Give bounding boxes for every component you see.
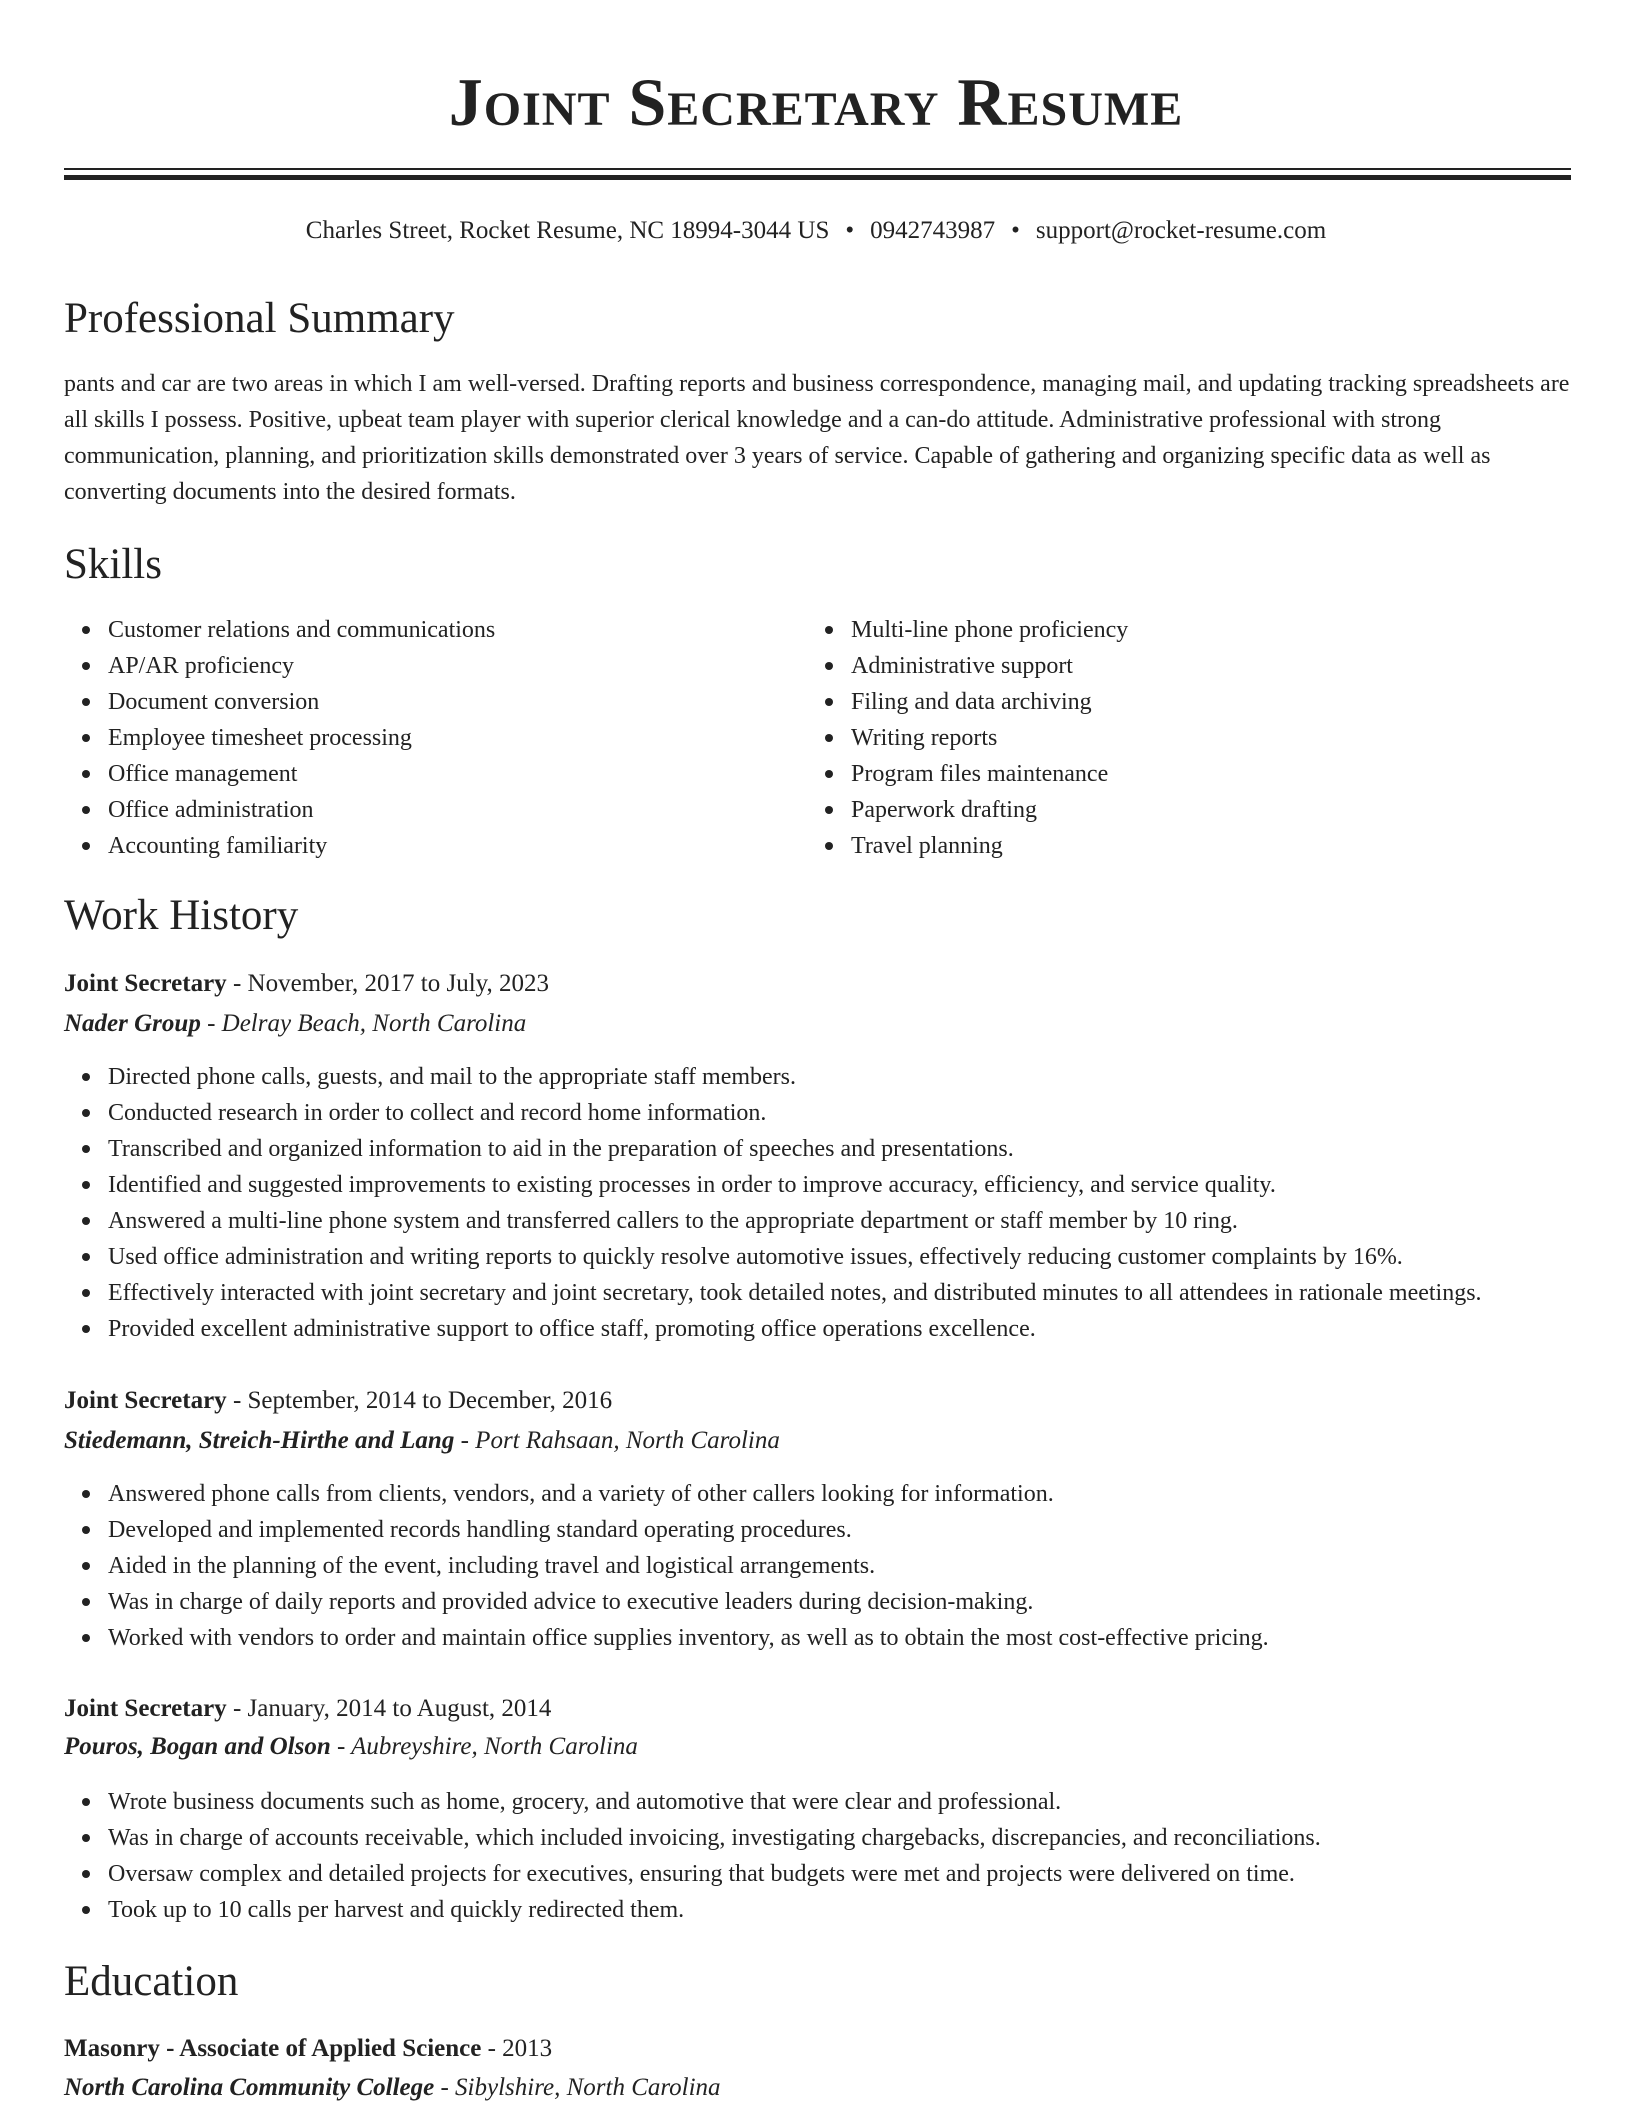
duty-item: Oversaw complex and detailed projects for executives, ensuring that budgets were met and projects were delivered on time. <box>64 1856 1604 1892</box>
duty-item: Provided excellent administrative support to office staff, promoting office operations excellence. <box>64 1311 1604 1347</box>
duty-item: Identified and suggested improvements to existing processes in order to improve accuracy, efficiency, and service quality. <box>64 1167 1604 1203</box>
education-school: North Carolina Community College <box>64 2074 435 2101</box>
contact-phone: 0942743987 <box>870 217 996 244</box>
bullet-icon <box>82 1634 90 1642</box>
bullet-icon <box>82 1598 90 1606</box>
job-location: - Port Rahsaan, North Carolina <box>454 1427 780 1454</box>
title-divider-thin <box>64 168 1571 170</box>
education-heading: Education <box>64 1958 239 2005</box>
bullet-icon <box>82 1798 90 1806</box>
contact-address: Charles Street, Rocket Resume, NC 18994-3044 US <box>305 217 830 244</box>
duty-item: Directed phone calls, guests, and mail to the appropriate staff members. <box>64 1059 1604 1095</box>
job-company: Pouros, Bogan and Olson <box>64 1733 331 1760</box>
duty-item: Took up to 10 calls per harvest and quickly redirected them. <box>64 1892 1604 1928</box>
bullet-icon <box>82 1526 90 1534</box>
job-company: Nader Group <box>64 1010 201 1037</box>
bullet-icon <box>82 1870 90 1878</box>
job-dates: - November, 2017 to July, 2023 <box>226 970 550 997</box>
job-dates: - September, 2014 to December, 2016 <box>226 1387 613 1414</box>
job-duties-list <box>64 1059 1604 1347</box>
duty-item: Answered phone calls from clients, vendors, and a variety of other callers looking for information. <box>64 1476 1604 1512</box>
job-duties-list <box>64 1476 1604 1656</box>
contact-line <box>64 214 1568 248</box>
skills-list-right <box>807 612 1527 864</box>
summary-heading: Professional Summary <box>64 295 455 342</box>
bullet-icon <box>82 734 90 742</box>
job-company-line <box>64 1423 780 1459</box>
duty-item: Aided in the planning of the event, including travel and logistical arrangements. <box>64 1548 1604 1584</box>
skill-item: Writing reports <box>807 720 1527 756</box>
skill-item: Administrative support <box>807 648 1527 684</box>
bullet-icon <box>825 842 833 850</box>
bullet-icon <box>82 1073 90 1081</box>
bullet-icon <box>82 626 90 634</box>
skill-item: Customer relations and communications <box>64 612 744 648</box>
bullet-icon <box>82 1906 90 1914</box>
job-duties-list <box>64 1784 1604 1928</box>
skill-item: Accounting familiarity <box>64 828 744 864</box>
title-divider-thick <box>64 175 1571 180</box>
skill-item: Filing and data archiving <box>807 684 1527 720</box>
skills-heading: Skills <box>64 541 162 588</box>
contact-separator: • <box>1011 217 1020 244</box>
skill-item: AP/AR proficiency <box>64 648 744 684</box>
job-location: - Delray Beach, North Carolina <box>200 1010 527 1037</box>
bullet-icon <box>825 626 833 634</box>
bullet-icon <box>825 806 833 814</box>
duty-item: Used office administration and writing reports to quickly resolve automotive issues, effectively reducing customer complaints by 16%. <box>64 1239 1604 1275</box>
job-title-line <box>64 1383 612 1419</box>
bullet-icon <box>82 1289 90 1297</box>
contact-separator: • <box>845 217 855 244</box>
skill-item: Employee timesheet processing <box>64 720 744 756</box>
contact-email: support@rocket-resume.com <box>1035 217 1327 244</box>
bullet-icon <box>82 1145 90 1153</box>
job-title: Joint Secretary <box>64 1695 227 1722</box>
bullet-icon <box>82 1181 90 1189</box>
education-degree-line <box>64 2031 552 2067</box>
bullet-icon <box>825 662 833 670</box>
skill-item: Travel planning <box>807 828 1527 864</box>
job-title-line <box>64 1691 551 1727</box>
bullet-icon <box>82 1325 90 1333</box>
education-location: - Sibylshire, North Carolina <box>434 2074 721 2101</box>
skill-item: Office administration <box>64 792 744 828</box>
bullet-icon <box>82 1834 90 1842</box>
job-location: - Aubreyshire, North Carolina <box>330 1733 638 1760</box>
skill-item: Document conversion <box>64 684 744 720</box>
bullet-icon <box>82 662 90 670</box>
job-title-line <box>64 966 549 1002</box>
skill-item: Program files maintenance <box>807 756 1527 792</box>
bullet-icon <box>825 698 833 706</box>
job-title: Joint Secretary <box>64 1387 227 1414</box>
skill-item: Office management <box>64 756 744 792</box>
skills-list-left <box>64 612 744 864</box>
education-school-line <box>64 2070 721 2106</box>
duty-item: Wrote business documents such as home, grocery, and automotive that were clear and professional. <box>64 1784 1604 1820</box>
bullet-icon <box>82 1217 90 1225</box>
bullet-icon <box>82 806 90 814</box>
job-title: Joint Secretary <box>64 970 227 997</box>
work-history-heading: Work History <box>64 892 299 939</box>
bullet-icon <box>825 770 833 778</box>
duty-item: Was in charge of accounts receivable, which included invoicing, investigating chargebacks, discrepancies, and reconciliations. <box>64 1820 1604 1856</box>
duty-item: Worked with vendors to order and maintain office supplies inventory, as well as to obtain the most cost-effective pricing. <box>64 1620 1604 1656</box>
bullet-icon <box>82 1490 90 1498</box>
job-company-line <box>64 1006 526 1042</box>
education-year: - 2013 <box>481 2035 553 2062</box>
bullet-icon <box>82 1109 90 1117</box>
job-company: Stiedemann, Streich-Hirthe and Lang <box>64 1427 455 1454</box>
bullet-icon <box>82 770 90 778</box>
job-dates: - January, 2014 to August, 2014 <box>226 1695 552 1722</box>
skill-item: Multi-line phone proficiency <box>807 612 1527 648</box>
duty-item: Transcribed and organized information to aid in the preparation of speeches and presentations. <box>64 1131 1604 1167</box>
resume-title: Joint Secretary Resume <box>448 64 1184 140</box>
duty-item: Effectively interacted with joint secretary and joint secretary, took detailed notes, and distributed minutes to all attendees in rationale meetings. <box>64 1275 1604 1311</box>
duty-item: Was in charge of daily reports and provided advice to executive leaders during decision-making. <box>64 1584 1604 1620</box>
bullet-icon <box>825 734 833 742</box>
skill-item: Paperwork drafting <box>807 792 1527 828</box>
bullet-icon <box>82 1562 90 1570</box>
bullet-icon <box>82 842 90 850</box>
education-degree: Masonry - Associate of Applied Science <box>64 2035 482 2062</box>
summary-text: pants and car are two areas in which I am well-versed. Drafting reports and business correspondence, managing mail, and updating tracking spreadsheets are all skills I possess. Positive, upbeat team player with superior clerical knowledge and a can-do attitude. Administrative professional with strong communication, planning, and prioritization skills demonstrated over 3 years of service. Capable of gathering and organizing specific data as well as converting documents into the desired formats. <box>64 371 1570 505</box>
duty-item: Conducted research in order to collect and record home information. <box>64 1095 1604 1131</box>
duty-item: Developed and implemented records handling standard operating procedures. <box>64 1512 1604 1548</box>
duty-item: Answered a multi-line phone system and transferred callers to the appropriate department or staff member by 10 ring. <box>64 1203 1604 1239</box>
bullet-icon <box>82 1253 90 1261</box>
job-company-line <box>64 1729 638 1765</box>
bullet-icon <box>82 698 90 706</box>
